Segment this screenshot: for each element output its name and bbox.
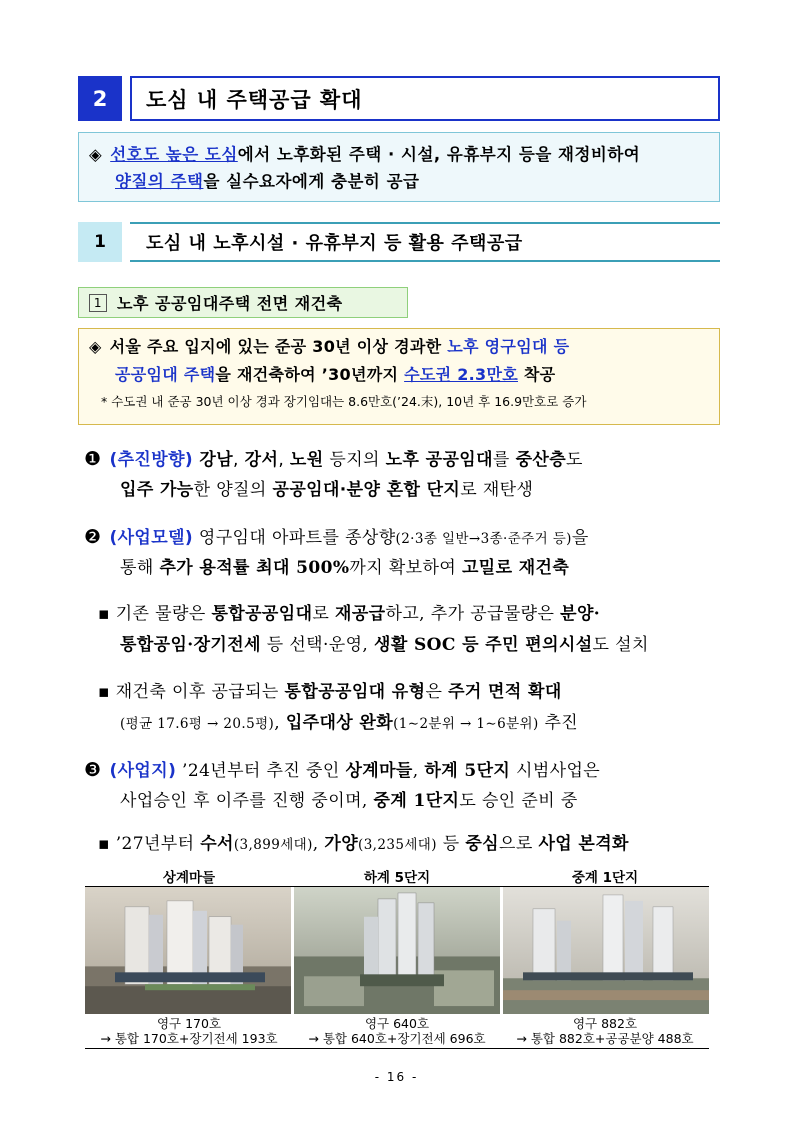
text: 하계 5단지 [424, 761, 511, 781]
bullet-marker: ▪ [98, 682, 110, 702]
caption-line-2: → 통합 170호+장기전세 193호 [100, 1031, 278, 1046]
text: 통합공임·장기전세 [120, 635, 261, 655]
text: 중산층 [515, 450, 567, 470]
text: 강서 [244, 450, 279, 470]
text: ’24년부터 추진 중인 [176, 761, 346, 781]
rendering-image-2 [294, 887, 500, 1014]
point-2-label: (사업모델) [109, 528, 194, 548]
text: 재건축 이후 공급되는 [109, 682, 285, 702]
text: 사업승인 후 이주를 진행 중이며, [120, 791, 374, 811]
point-2-marker: ❷ [84, 526, 102, 548]
point-1-label: (추진방향) [109, 450, 194, 470]
text: 한 양질의 [193, 480, 273, 500]
summary-text-2: 을 실수요자에게 충분히 공급 [203, 172, 420, 191]
summary-text-1: 에서 노후화된 주택 · 시설, 유휴부지 등을 재정비하여 [237, 145, 641, 164]
text: 중계 1단지 [373, 791, 460, 811]
text: 영구임대 아파트를 종상향 [193, 528, 396, 548]
text: 등 선택·운영, [260, 635, 375, 655]
rendering-image-1 [85, 887, 291, 1014]
summary-line-2 [89, 168, 709, 195]
image-title-text: 상계마들 [157, 870, 221, 887]
text: 추가 용적률 최대 500% [159, 558, 350, 578]
image-title [85, 866, 293, 886]
text: (3,899세대) [233, 837, 313, 853]
subsection-title: 도심 내 노후시설 · 유휴부지 등 활용 주택공급 [130, 222, 720, 262]
text: 분양· [560, 604, 601, 624]
text: 으로 [499, 834, 539, 854]
image-titles [85, 866, 709, 886]
text: 를 [492, 450, 516, 470]
image-captions [85, 1014, 709, 1049]
bullet-1-line-1 [98, 602, 600, 626]
caption-line-2: → 통합 640호+장기전세 696호 [308, 1031, 486, 1046]
section-title: 도심 내 주택공급 확대 [130, 76, 720, 121]
text: , [274, 713, 286, 733]
text: 등지의 [323, 450, 386, 470]
item-number: 1 [89, 294, 107, 312]
text: 까지 확보하여 [349, 558, 462, 578]
text: 생활 SOC 등 주민 편의시설 [374, 635, 593, 655]
goal-highlight-1: 노후 영구임대 등 [447, 337, 570, 356]
text: 을 [571, 528, 589, 548]
section-number: 2 [78, 76, 122, 121]
item-header [78, 287, 408, 318]
point-3-line-2 [120, 789, 578, 813]
section-header [78, 76, 720, 121]
bullet-marker: ▪ [98, 604, 110, 624]
text: 가양 [324, 834, 359, 854]
point-1-line-2 [120, 478, 533, 502]
text: 상계마들 [345, 761, 413, 781]
text: 수서 [200, 834, 234, 854]
subsection-header [78, 222, 720, 262]
text: 고밀로 재건축 [461, 558, 570, 578]
text: 로 재탄생 [460, 480, 534, 500]
image-title [501, 866, 709, 886]
text: , [278, 450, 290, 470]
text: 중심 [465, 834, 499, 854]
caption-line-1: 영구 882호 [572, 1016, 638, 1031]
text: (3,235세대) [358, 837, 437, 853]
point-1-marker: ❶ [84, 448, 102, 470]
bullet-2-line-2 [120, 711, 578, 736]
text: 사업 본격화 [538, 834, 629, 854]
image-caption [501, 1014, 709, 1048]
text: 노원 [289, 450, 324, 470]
text: 입주대상 완화 [285, 713, 394, 733]
bullet-1-line-2 [120, 633, 649, 657]
point-2-line-2 [120, 556, 569, 580]
caption-line-1: 영구 170호 [156, 1016, 222, 1031]
text: 등 [436, 834, 466, 854]
text: 도 승인 준비 중 [459, 791, 578, 811]
page-number: - 16 - [374, 1070, 419, 1084]
diamond-icon: ◈ [89, 337, 102, 356]
text: 재공급 [335, 604, 386, 624]
point-3-marker: ❸ [84, 759, 102, 781]
goal-footnote: * 수도권 내 준공 30년 이상 경과 장기임대는 8.6만호(’24.末), 10년 후 16.9만호로 증가 [101, 394, 587, 409]
text: 통합공공임대 유형 [284, 682, 426, 702]
bullet-marker: ▪ [98, 834, 110, 854]
caption-line-1: 영구 640호 [364, 1016, 430, 1031]
summary-highlight-1: 선호도 높은 도심 [110, 145, 238, 164]
text: , [233, 450, 245, 470]
rendering-images [85, 866, 709, 1049]
text: ’27년부터 [109, 834, 201, 854]
diamond-icon: ◈ [89, 145, 103, 164]
text: 통해 [120, 558, 160, 578]
text: 기존 물량은 [109, 604, 212, 624]
summary-line-1 [89, 141, 709, 168]
bullet-3-line-1 [98, 832, 629, 857]
goal-text-3: 착공 [518, 365, 556, 384]
image-title [293, 866, 501, 886]
image-caption [293, 1014, 501, 1048]
summary-highlight-2: 양질의 주택 [115, 172, 204, 191]
text: 추진 [538, 713, 579, 733]
image-row [85, 886, 709, 1014]
text: 시범사업은 [510, 761, 601, 781]
point-2-line-1 [84, 525, 589, 551]
text: 공공임대·분양 혼합 단지 [272, 480, 461, 500]
goal-highlight-3: 수도권 2.3만호 [404, 365, 518, 384]
point-1-line-1 [84, 447, 583, 472]
text: (2·3종 일반→3종·준주거 등) [395, 531, 572, 547]
point-3-line-1 [84, 758, 600, 783]
goal-highlight-2: 공공임대 주택 [115, 365, 216, 384]
bullet-2-line-1 [98, 680, 562, 704]
text: (1∼2분위 → 1∼6분위) [393, 716, 539, 732]
goal-text-2: 을 재건축하여 ’30년까지 [215, 365, 405, 384]
text: 강남 [193, 450, 234, 470]
text: 도 설치 [592, 635, 649, 655]
text: 하고, 추가 공급물량은 [385, 604, 561, 624]
image-title-text: 하계 5단지 [358, 870, 436, 887]
image-caption [85, 1014, 293, 1048]
text: 통합공공임대 [211, 604, 313, 624]
goal-line-2 [89, 361, 709, 389]
text: 주거 면적 확대 [448, 682, 562, 702]
goal-box [78, 328, 720, 425]
goal-line-1 [89, 333, 709, 361]
rendering-image-3 [503, 887, 709, 1014]
subsection-number: 1 [78, 222, 122, 262]
text: 도 [566, 450, 583, 470]
text: 은 [425, 682, 449, 702]
text: 로 [312, 604, 336, 624]
text: (평균 17.6평 → 20.5평) [120, 716, 275, 732]
point-3-label: (사업지) [109, 761, 177, 781]
goal-text-1: 서울 주요 입지에 있는 준공 30년 이상 경과한 [109, 337, 448, 356]
caption-line-2: → 통합 882호+공공분양 488호 [516, 1031, 694, 1046]
text: , [312, 834, 325, 854]
text: 입주 가능 [120, 480, 194, 500]
text: , [412, 761, 425, 781]
summary-box [78, 132, 720, 202]
text: 노후 공공임대 [385, 450, 493, 470]
image-title-text: 중계 1단지 [566, 870, 644, 887]
item-title: 노후 공공임대주택 전면 재건축 [117, 294, 343, 313]
